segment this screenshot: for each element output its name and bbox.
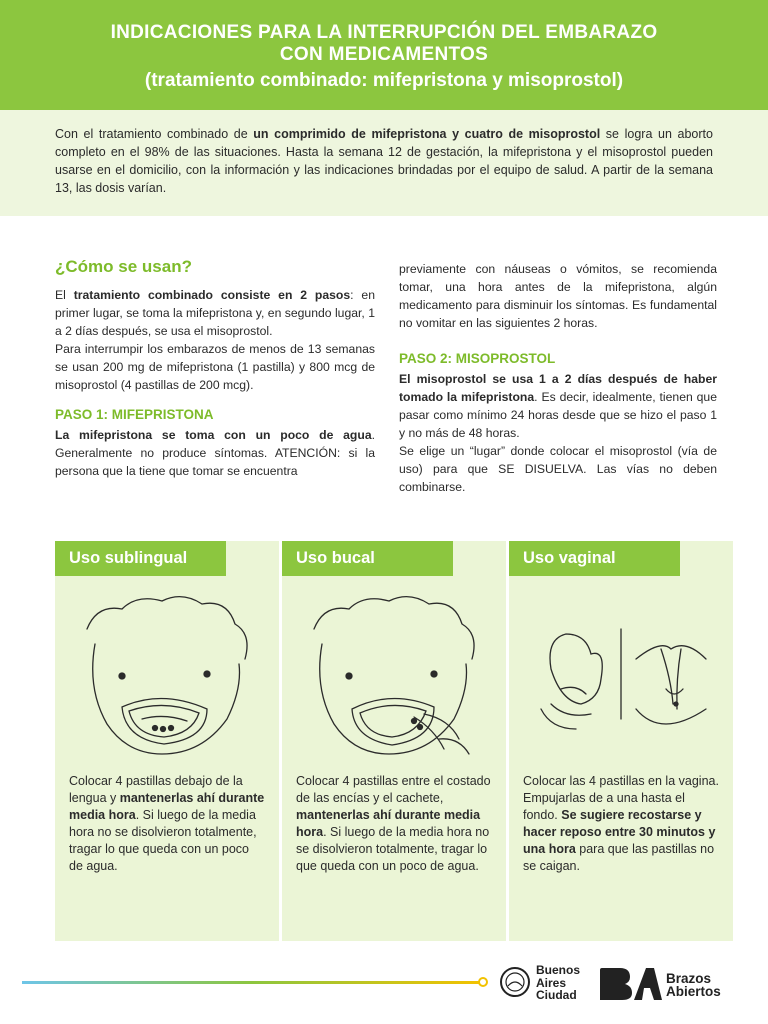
how-paragraph-2: Para interrumpir los embarazos de menos de 13 semanas se usan 200 mg de mifepristona (1 pastilla) y 800 mcg de misoprostol (4 pastillas de 200 mcg). bbox=[55, 342, 375, 392]
page-title-line1: INDICACIONES PARA LA INTERRUPCIÓN DEL EMBARAZO bbox=[110, 22, 658, 43]
how-heading: ¿Cómo se usan? bbox=[55, 257, 192, 276]
vaginal-text-rest: para que las pastillas no se caigan. bbox=[523, 842, 715, 873]
vaginal-illustration bbox=[521, 589, 721, 759]
footer-divider-dot bbox=[478, 977, 488, 987]
city-seal-icon bbox=[499, 966, 531, 998]
header-banner bbox=[0, 0, 768, 110]
card-text-bucal bbox=[296, 773, 492, 875]
card-sublingual bbox=[55, 541, 279, 941]
vaginal-bold: Se sugiere recostarse y hacer reposo entre 30 minutos y una hora bbox=[523, 808, 716, 856]
vaginal-text: Colocar las 4 pastillas en la vagina. Empujarlas de a una hasta el fondo. bbox=[523, 774, 719, 822]
intro-paragraph bbox=[55, 125, 713, 197]
step2-paragraph-1 bbox=[399, 370, 717, 442]
how-text-rest: : en primer lugar, se toma la mifepristona y, en segundo lugar, 1 a 2 días después, se usa el misoprostol. bbox=[55, 288, 375, 338]
step1-text: . Generalmente no produce síntomas. ATENCIÓN: si la persona que la tiene que tomar se encuentra bbox=[55, 428, 375, 478]
step2-heading: PASO 2: MISOPROSTOL bbox=[399, 351, 556, 366]
sublingual-illustration bbox=[67, 589, 267, 759]
card-title-sublingual: Uso sublingual bbox=[55, 541, 226, 576]
buenos-aires-logo-text bbox=[536, 964, 580, 1002]
how-bold: tratamiento combinado consiste en 2 pasos bbox=[73, 288, 351, 302]
bucal-illustration bbox=[294, 589, 494, 759]
brazos-line2: Abiertos bbox=[666, 984, 721, 999]
step2-text: . Es decir, idealmente, tienen que pasar como mínimo 24 horas desde que se hizo el paso 1 y no más de 48 horas. bbox=[399, 390, 717, 440]
left-column bbox=[55, 258, 375, 480]
brazos-line1: Brazos bbox=[666, 971, 712, 986]
page-subtitle: (tratamiento combinado: mifepristona y misoprostol) bbox=[144, 70, 624, 91]
ba-line3: Ciudad bbox=[536, 988, 577, 1002]
bucal-bold: mantenerlas ahí durante media hora bbox=[296, 808, 481, 839]
how-text: El bbox=[55, 288, 74, 302]
intro-bold: un comprimido de mifepristona y cuatro de misoprostol bbox=[253, 127, 601, 141]
right-column bbox=[399, 260, 717, 496]
card-bucal bbox=[282, 541, 506, 941]
step1-paragraph bbox=[55, 426, 375, 480]
step1-bold: La mifepristona se toma con un poco de agua bbox=[55, 428, 372, 442]
card-title-vaginal: Uso vaginal bbox=[509, 541, 680, 576]
sublingual-text-rest: . Si luego de la media hora no se disolvieron totalmente, tragar lo que queda con un poco de agua. bbox=[69, 808, 257, 873]
card-text-sublingual bbox=[69, 773, 265, 875]
step1-heading: PASO 1: MIFEPRISTONA bbox=[55, 407, 214, 422]
bucal-text-rest: . Si luego de la media hora no se disolvieron totalmente, tragar lo que queda con un poco de agua. bbox=[296, 825, 490, 873]
sublingual-bold: mantenerlas ahí durante media hora bbox=[69, 791, 265, 822]
card-text-vaginal bbox=[523, 773, 719, 875]
brazos-abiertos-text bbox=[666, 972, 721, 998]
ba-line2: Aires bbox=[536, 975, 567, 990]
card-vaginal bbox=[509, 541, 733, 941]
intro-box bbox=[0, 110, 768, 216]
footer-divider bbox=[22, 981, 480, 984]
step2-bold: El misoprostol se usa 1 a 2 días después de haber tomado la mifepristona bbox=[399, 372, 717, 404]
step2-paragraph-2: Se elige un “lugar” donde colocar el misoprostol (vía de uso) para que SE DISUELVA. Las vías no deben combinarse. bbox=[399, 444, 717, 494]
brazos-abiertos-mark-icon bbox=[598, 966, 662, 1002]
bucal-text: Colocar 4 pastillas entre el costado de las encías y el cachete, bbox=[296, 774, 491, 805]
step1-paragraph-continued: previamente con náuseas o vómitos, se recomienda tomar, una hora antes de la mifepristona, algún medicamento para disminuir los síntomas. Es fundamental no vomitar en las siguientes 2 horas. bbox=[399, 262, 717, 330]
page-title-line2: CON MEDICAMENTOS bbox=[279, 44, 489, 65]
how-paragraph-1 bbox=[55, 286, 375, 340]
intro-text: Con el tratamiento combinado de bbox=[55, 127, 254, 141]
ba-line1: Buenos bbox=[536, 963, 581, 977]
intro-text-rest: se logra un aborto completo en el 98% de las situaciones. Hasta la semana 12 de gestación, la mifepristona y el misoprostol pueden usarse en el domicilio, con la información y las indicaciones brindadas por el equipo de salud. A partir de la semana 13, las dosis varían. bbox=[55, 127, 713, 195]
sublingual-text: Colocar 4 pastillas debajo de la lengua y bbox=[69, 774, 243, 805]
card-title-bucal: Uso bucal bbox=[282, 541, 453, 576]
